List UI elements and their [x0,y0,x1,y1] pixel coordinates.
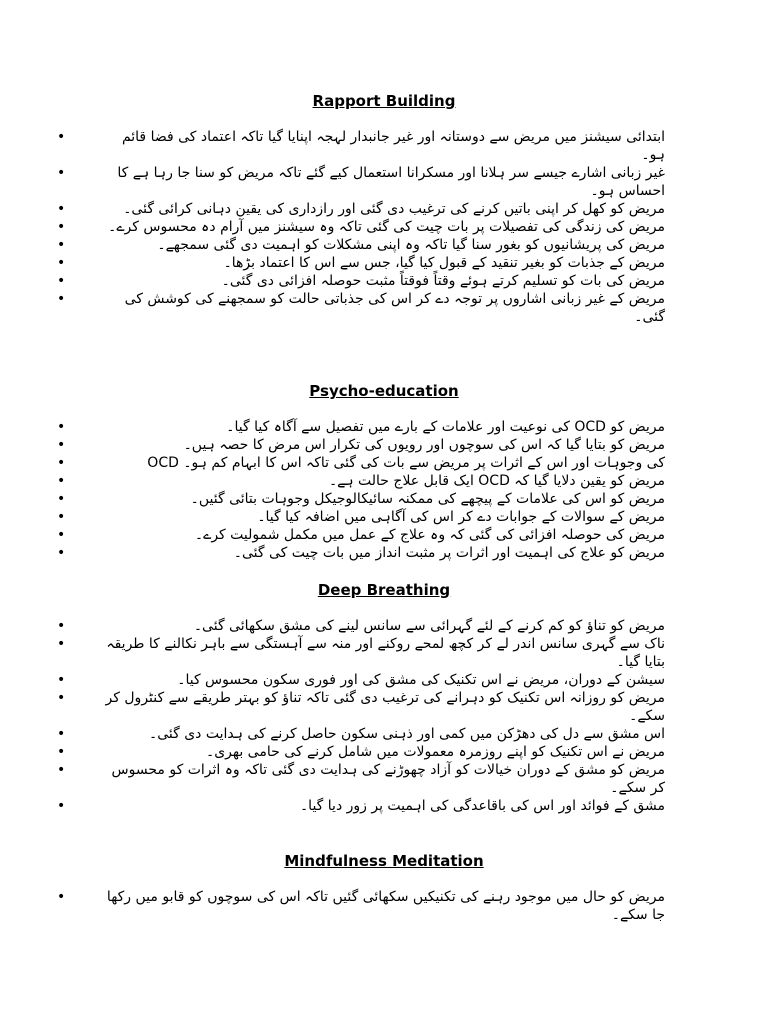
list-item-text: مریض کی پریشانیوں کو بغور سنا گیا تاکہ وہ اپنی مشکلات کو اہمیت دی گئی سمجھے۔ [157,237,665,253]
list-item-text: سیشن کے دوران، مریض نے اس تکنیک کی مشق کی اور فوری سکون محسوس کیا۔ [177,672,665,688]
list-item-text: مریض کو اس کی علامات کے پیچھے کی ممکنہ سائیکالوجیکل وجوہات بتائی گئیں۔ [190,491,665,507]
list-item [57,436,665,454]
list-item [57,635,665,671]
list-item [57,290,665,326]
list-item [57,743,665,761]
bullet-icon: • [57,509,66,525]
list-item [57,200,665,218]
section-heading-psycho-education: Psycho-education [309,382,459,400]
list-item [57,128,665,164]
list-item [57,508,665,526]
bullet-icon: • [57,690,66,706]
list-item [57,544,665,562]
bullet-icon: • [57,455,66,471]
bullet-icon: • [57,255,66,271]
section-heading-rapport-building: Rapport Building [312,92,456,110]
bullet-icon: • [57,291,66,307]
list-item-text: مریض کو کھل کر اپنی باتیں کرنے کی ترغیب دی گئی اور رازداری کی یقین دہانی کرائی گئی۔ [123,201,665,217]
list-item-text: مریض کو OCD کی نوعیت اور علامات کے بارے میں تفصیل سے آگاہ کیا گیا۔ [226,419,665,435]
list-item [57,797,665,815]
list-item-text: مریض کو مشق کے دوران خیالات کو آزاد چھوڑنے کی ہدایت دی گئی تاکہ وہ اثرات کو محسوس کر سکے۔ [111,762,665,796]
bullet-icon: • [57,672,66,688]
bullet-icon: • [57,219,66,235]
bullet-icon: • [57,473,66,489]
bullet-list-deep-breathing [57,617,665,815]
bullet-icon: • [57,437,66,453]
list-item [57,454,665,472]
list-item-text: اس مشق سے دل کی دھڑکن میں کمی اور ذہنی سکون حاصل کرنے کی ہدایت دی گئی۔ [149,726,665,742]
list-item-text: ناک سے گہری سانس اندر لے کر کچھ لمحے روکنے اور منہ سے آہستگی سے باہر نکالنے کا طریقہ بتایا گیا۔ [106,636,665,670]
list-item [57,689,665,725]
bullet-list-psycho-education [57,418,665,562]
bullet-icon: • [57,726,66,742]
bullet-icon: • [57,419,66,435]
list-item [57,725,665,743]
bullet-icon: • [57,798,66,814]
list-item [57,254,665,272]
list-item-text: مشق کے فوائد اور اس کی باقاعدگی کی اہمیت پر زور دیا گیا۔ [299,798,665,814]
bullet-icon: • [57,762,66,778]
list-item [57,888,665,924]
bullet-icon: • [57,273,66,289]
list-item-text: مریض کے سوالات کے جوابات دے کر اس کی آگاہی میں اضافہ کیا گیا۔ [257,509,665,525]
list-item-text: مریض کے غیر زبانی اشاروں پر توجہ دے کر اس کی جذباتی حالت کو سمجھنے کی کوشش کی گئی۔ [124,291,665,325]
bullet-icon: • [57,129,66,145]
bullet-icon: • [57,545,66,561]
bullet-icon: • [57,491,66,507]
list-item-text: OCD کی وجوہات اور اس کے اثرات پر مریض سے بات کی گئی تاکہ اس کا ابہام کم ہو۔ [147,455,665,471]
list-item [57,671,665,689]
list-item-text: مریض کو یقین دلایا گیا کہ OCD ایک قابل علاج حالت ہے۔ [328,473,665,489]
bullet-icon: • [57,744,66,760]
bullet-icon: • [57,618,66,634]
list-item [57,164,665,200]
section-heading-mindfulness-meditation: Mindfulness Meditation [284,852,484,870]
bullet-icon: • [57,201,66,217]
list-item-text: مریض کی حوصلہ افزائی کی گئی کہ وہ علاج کے عمل میں مکمل شمولیت کرے۔ [194,527,665,543]
list-item-text: مریض کو حال میں موجود رہنے کی تکنیکیں سکھائی گئیں تاکہ اس کی سوچوں کو قابو میں رکھا جا سکے۔ [106,889,665,923]
list-item [57,490,665,508]
list-item-text: مریض کو علاج کی اہمیت اور اثرات پر مثبت انداز میں بات چیت کی گئی۔ [233,545,665,561]
list-item-text: مریض کی بات کو تسلیم کرتے ہوئے وقتاً فوقتاً مثبت حوصلہ افزائی دی گئی۔ [221,273,665,289]
bullet-icon: • [57,165,66,181]
list-item-text: مریض کی زندگی کی تفصیلات پر بات چیت کی گئی تاکہ وہ سیشنز میں آرام دہ محسوس کرے۔ [108,219,665,235]
list-item [57,418,665,436]
bullet-icon: • [57,237,66,253]
list-item [57,761,665,797]
list-item-text: غیر زبانی اشارے جیسے سر ہلانا اور مسکرانا استعمال کیے گئے تاکہ مریض کو سنا جا رہا ہے کا احساس ہو۔ [117,165,665,199]
list-item-text: مریض کے جذبات کو بغیر تنقید کے قبول کیا گیا، جس سے اس کا اعتماد بڑھا۔ [223,255,665,271]
list-item [57,472,665,490]
bullet-icon: • [57,889,66,905]
list-item [57,272,665,290]
list-item-text: مریض کو روزانہ اس تکنیک کو دہرانے کی ترغیب دی گئی تاکہ تناؤ کو بہتر طریقے سے کنٹرول کر سکے۔ [105,690,665,724]
section-heading-deep-breathing: Deep Breathing [317,581,451,599]
bullet-list-mindfulness-meditation [57,888,665,924]
list-item [57,617,665,635]
list-item [57,526,665,544]
list-item-text: ابتدائی سیشنز میں مریض سے دوستانہ اور غیر جانبدار لہجہ اپنایا گیا تاکہ اعتماد کی فضا قائم ہو۔ [121,129,665,163]
bullet-icon: • [57,636,66,652]
list-item-text: مریض نے اس تکنیک کو اپنے روزمرہ معمولات میں شامل کرنے کی حامی بھری۔ [206,744,665,760]
list-item [57,236,665,254]
list-item-text: مریض کو تناؤ کو کم کرنے کے لئے گہرائی سے سانس لینے کی مشق سکھائی گئی۔ [193,618,665,634]
list-item [57,218,665,236]
bullet-list-rapport-building [57,128,665,326]
list-item-text: مریض کو بتایا گیا کہ اس کی سوچوں اور رویوں کی تکرار اس مرض کا حصہ ہیں۔ [183,437,665,453]
bullet-icon: • [57,527,66,543]
